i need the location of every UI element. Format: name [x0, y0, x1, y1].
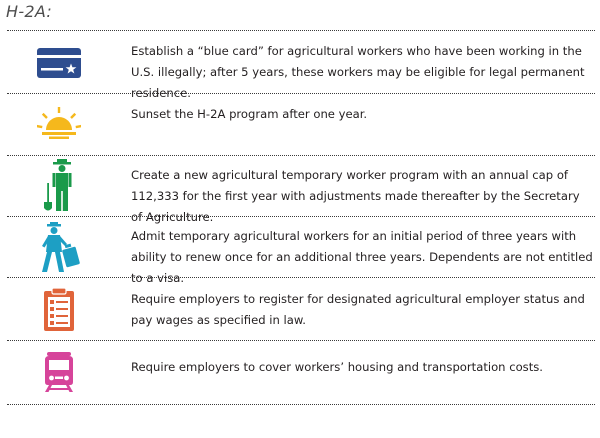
item-text: Create a new agricultural temporary worker program with an annual cap of 112,333 for the first year with adjustments made thereafter by the Secretary of Agriculture. [131, 168, 580, 224]
list-item [0, 217, 600, 285]
train-icon [28, 349, 90, 395]
item-text: Require employers to register for designated agricultural employer status and pay wages as specified in law. [131, 292, 585, 327]
clipboard-checklist-icon [28, 286, 90, 332]
list-item [0, 31, 600, 100]
section-title: H-2A: [6, 2, 53, 21]
farmer-with-shovel-icon [28, 158, 90, 214]
item-text: Require employers to cover workers’ housing and transportation costs. [131, 360, 543, 374]
item-text: Admit temporary agricultural workers for an initial period of three years with ability to renew once for an additional three years. Dependents are not entitled to a visa. [131, 229, 593, 285]
blue-card-icon [28, 43, 90, 83]
dotted-divider [7, 404, 595, 405]
sunset-icon [28, 102, 90, 142]
list-item [0, 156, 600, 224]
traveler-with-luggage-icon [28, 221, 90, 275]
list-item [0, 341, 600, 404]
item-text: Sunset the H-2A program after one year. [131, 107, 368, 121]
list-item [0, 94, 600, 155]
list-item [0, 278, 600, 340]
item-text: Establish a “blue card” for agricultural workers who have been working in the U.S. illegally; after 5 years, these workers may be eligible for legal permanent residence. [131, 44, 585, 100]
